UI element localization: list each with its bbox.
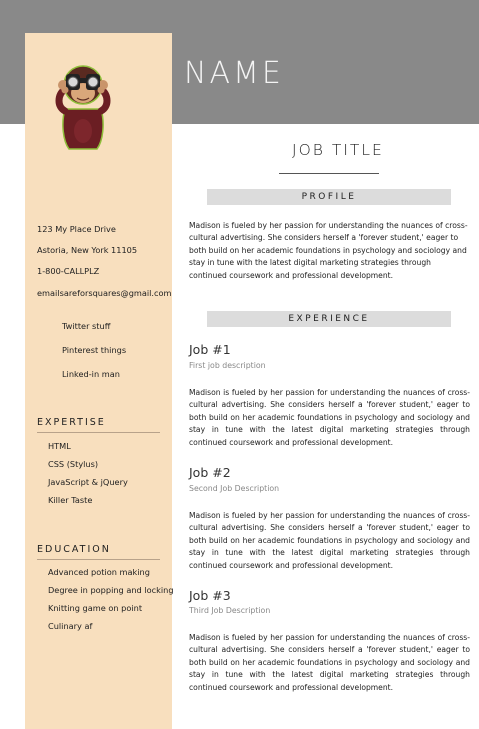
education-item: Degree in popping and locking — [48, 585, 174, 595]
education-item: Advanced potion making — [48, 567, 150, 577]
social-link-pinterest[interactable]: Pinterest things — [62, 345, 127, 355]
contact-address-line-1: 123 My Place Drive — [37, 224, 116, 234]
job-3-text: Madison is fueled by her passion for understanding the nuances of cross-cultural advertising. She considers herself a 'forever student,' eager to both build on her academic foundations in psychology and sociology and stay in tune with the latest digital marketing strategies through continued coursework and professional development. — [189, 633, 470, 692]
job-1-description: First job description — [189, 361, 266, 370]
person-name: NAME — [184, 56, 284, 91]
monkey-with-binoculars-avatar — [51, 57, 115, 153]
experience-heading-bar: EXPERIENCE — [207, 311, 451, 327]
job-2-name: Job #2 — [189, 465, 231, 480]
expertise-item: HTML — [48, 441, 71, 451]
job-title: JOB TITLE — [292, 141, 384, 159]
education-heading: EDUCATION — [37, 544, 160, 560]
contact-phone: 1-800-CALLPLZ — [37, 266, 100, 276]
social-link-twitter[interactable]: Twitter stuff — [62, 321, 111, 331]
job-1-text: Madison is fueled by her passion for understanding the nuances of cross-cultural advertising. She considers herself a 'forever student,' eager to both build on her academic foundations in psychology and sociology and stay in tune with the latest digital marketing strategies through continued coursework and professional development. — [189, 388, 470, 447]
social-link-linkedin[interactable]: Linked-in man — [62, 369, 120, 379]
expertise-item: CSS (Stylus) — [48, 459, 99, 469]
contact-email[interactable]: emailsareforsquares@gmail.com — [37, 288, 172, 298]
title-divider — [279, 173, 379, 174]
job-3-description: Third Job Description — [189, 606, 271, 615]
job-2-description: Second Job Description — [189, 484, 280, 493]
profile-heading-bar: PROFILE — [207, 189, 451, 205]
expertise-item: Killer Taste — [48, 495, 93, 505]
expertise-heading: EXPERTISE — [37, 417, 160, 433]
profile-text: Madison is fueled by her passion for understanding the nuances of cross-cultural advertising. She considers herself a 'forever student,' eager to both build on her academic foundations in psychology and sociology and stay in tune with the latest digital marketing strategies through continued coursework and professional development. — [189, 221, 468, 280]
education-item: Knitting game on point — [48, 603, 143, 613]
job-2-text: Madison is fueled by her passion for understanding the nuances of cross-cultural advertising. She considers herself a 'forever student,' eager to both build on her academic foundations in psychology and sociology and stay in tune with the latest digital marketing strategies through continued coursework and professional development. — [189, 511, 470, 570]
job-3-name: Job #3 — [189, 588, 231, 603]
contact-address-line-2: Astoria, New York 11105 — [37, 245, 138, 255]
expertise-item: JavaScript & jQuery — [48, 477, 128, 487]
education-item: Culinary af — [48, 621, 93, 631]
job-1-name: Job #1 — [189, 342, 231, 357]
